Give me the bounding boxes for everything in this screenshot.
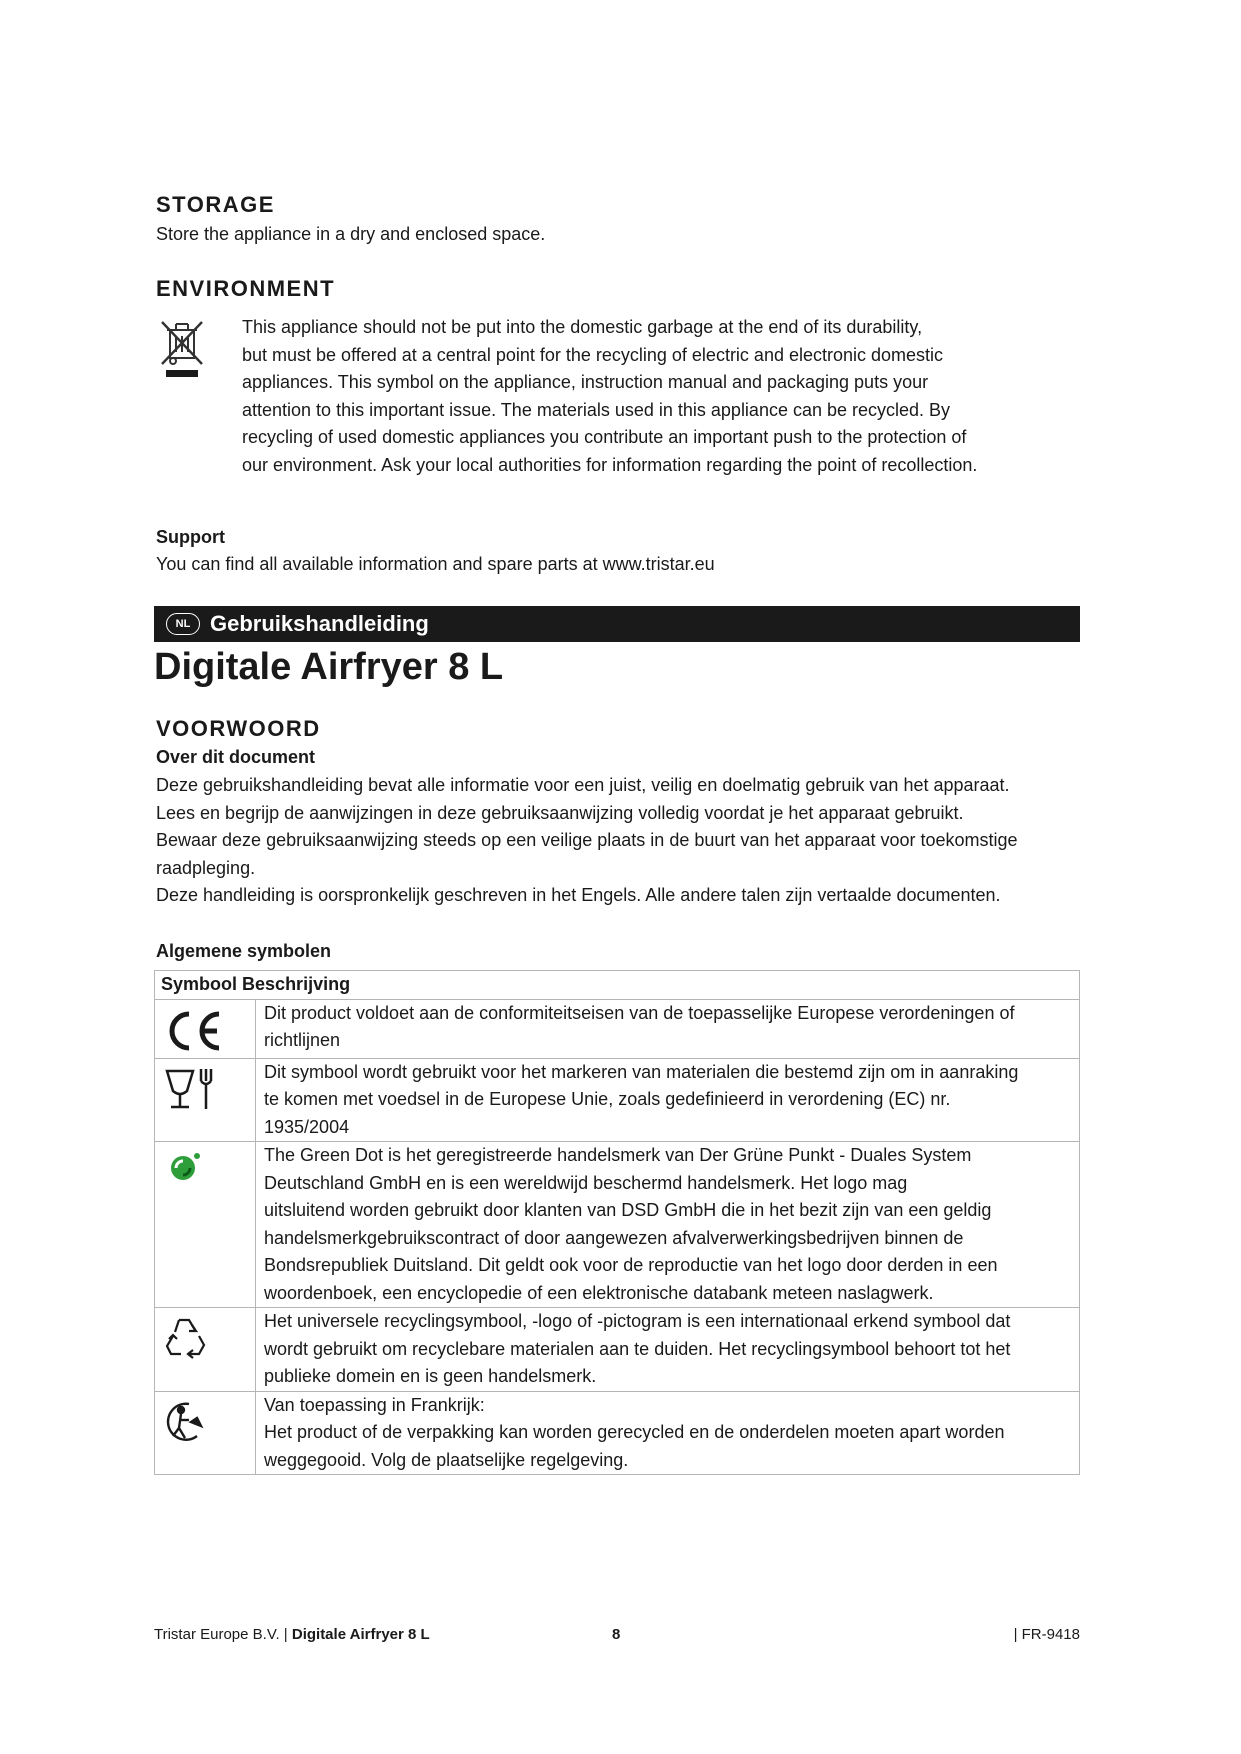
storage-text: Store the appliance in a dry and enclosed space. [156,224,546,244]
voorwoord-line: Bewaar deze gebruiksaanwijzing steeds op een veilige plaats in de buurt van het apparaat voor toekomstige [156,830,1018,850]
col-description-header: Beschrijving [242,974,351,994]
description-line: publieke domein en is geen handelsmerk. [264,1366,597,1386]
environment-heading: ENVIRONMENT [156,276,336,301]
footer-model: | FR-9418 [1013,1626,1080,1643]
voorwoord-text [156,772,1086,910]
footer-left [154,1626,430,1643]
ce-mark-icon [159,1004,223,1058]
footer-page-number: 8 [612,1626,621,1643]
description-line: Van toepassing in Frankrijk: [264,1394,485,1415]
description-cell [256,1391,1080,1475]
environment-line: recycling of used domestic appliances you contribute an important push to the protection of [242,427,967,447]
symbols-table [154,970,1080,1475]
description-line: woordenboek, een encyclopedie of een elektronische databank meteen naslagwerk. [264,1282,934,1303]
environment-line: our environment. Ask your local authorities for information regarding the point of recollection. [242,454,978,475]
description-line: Bondsrepubliek Duitsland. Dit geldt ook voor de reproductie van het logo door derden in een [264,1255,998,1275]
description-line: Dit product voldoet aan de conformiteitseisen van de toepasselijke Europese verordeningen of [264,1002,1015,1023]
voorwoord-line: Deze gebruikshandleiding bevat alle informatie voor een juist, veilig en doelmatig gebruik van het apparaat. [156,775,1010,795]
table-row [155,1308,1080,1392]
table-header-row [155,971,1080,1000]
description-line: 1935/2004 [264,1116,350,1137]
recycling-symbol-icon [159,1312,223,1366]
description-line: Het product of de verpakking kan worden gerecycled en de onderdelen moeten apart worden [264,1422,1005,1442]
description-line: Dit symbool wordt gebruikt voor het markeren van materialen die bestemd zijn om in aanraking [264,1061,1019,1082]
voorwoord-line: Lees en begrijp de aanwijzingen in deze gebruiksaanwijzing volledig voordat je het apparaat gebruikt. [156,802,964,823]
description-cell [256,1058,1080,1142]
table-row [155,1391,1080,1475]
description-line: wordt gebruikt om recyclebare materialen aan te duiden. Het recyclingsymbool behoort tot het [264,1338,1011,1359]
description-cell [256,1308,1080,1392]
language-header-bar [154,606,1080,642]
description-line: weggegooid. Volg de plaatselijke regelgeving. [264,1449,629,1470]
table-row [155,1058,1080,1142]
environment-line: but must be offered at a central point for the recycling of electric and electronic domestic [242,344,944,365]
description-cell [256,1142,1080,1308]
glass-fork-food-contact-icon [159,1063,223,1117]
symbols-heading: Algemene symbolen [156,941,332,961]
product-title: Digitale Airfryer 8 L [154,646,504,688]
description-line: richtlijnen [264,1030,341,1050]
support-heading: Support [156,527,225,547]
language-badge: NL [166,613,200,635]
description-line: Het universele recyclingsymbool, -logo of -pictogram is een internationaal erkend symbool dat [264,1311,1011,1331]
description-cell [256,999,1080,1058]
table-row [155,1142,1080,1308]
triman-icon [159,1396,223,1450]
support-text: You can find all available information and spare parts at www.tristar.eu [156,554,715,574]
symbol-cell [155,1142,256,1308]
description-line: handelsmerkgebruikscontract of door aangewezen afvalverwerkingsbedrijven binnen de [264,1227,964,1248]
symbol-cell [155,1308,256,1392]
language-bar-title: Gebruikshandleiding [210,611,429,636]
footer-company: Tristar Europe B.V. | [154,1626,288,1643]
green-dot-icon [159,1146,223,1200]
storage-heading: STORAGE [156,192,275,217]
symbol-cell [155,999,256,1058]
voorwoord-line: raadpleging. [156,857,256,878]
description-line: te komen met voedsel in de Europese Unie, zoals gedefinieerd in verordening (EC) nr. [264,1089,951,1109]
symbol-cell [155,1391,256,1475]
environment-line: This appliance should not be put into the domestic garbage at the end of its durability, [242,317,923,337]
table-header [155,971,1080,1000]
description-line: Deutschland GmbH en is een wereldwijd beschermd handelsmerk. Het logo mag [264,1172,908,1193]
environment-line: attention to this important issue. The materials used in this appliance can be recycled. By [242,399,951,420]
crossed-out-wheelie-bin-icon [158,318,206,382]
description-line: The Green Dot is het geregistreerde handelsmerk van Der Grüne Punkt - Duales System [264,1145,972,1165]
col-symbol-header: Symbool [161,974,238,994]
footer-product: Digitale Airfryer 8 L [291,1626,430,1643]
voorwoord-line: Deze handleiding is oorspronkelijk geschreven in het Engels. Alle andere talen zijn vertaalde documenten. [156,885,1001,905]
environment-text [242,314,1062,479]
description-line: uitsluitend worden gebruikt door klanten van DSD GmbH die in het bezit zijn van een geldig [264,1200,992,1220]
voorwoord-heading: VOORWOORD [156,716,321,741]
environment-line: appliances. This symbol on the appliance, instruction manual and packaging puts your [242,372,929,392]
table-row [155,999,1080,1058]
symbol-cell [155,1058,256,1142]
voorwoord-subheading: Over dit document [156,747,316,767]
